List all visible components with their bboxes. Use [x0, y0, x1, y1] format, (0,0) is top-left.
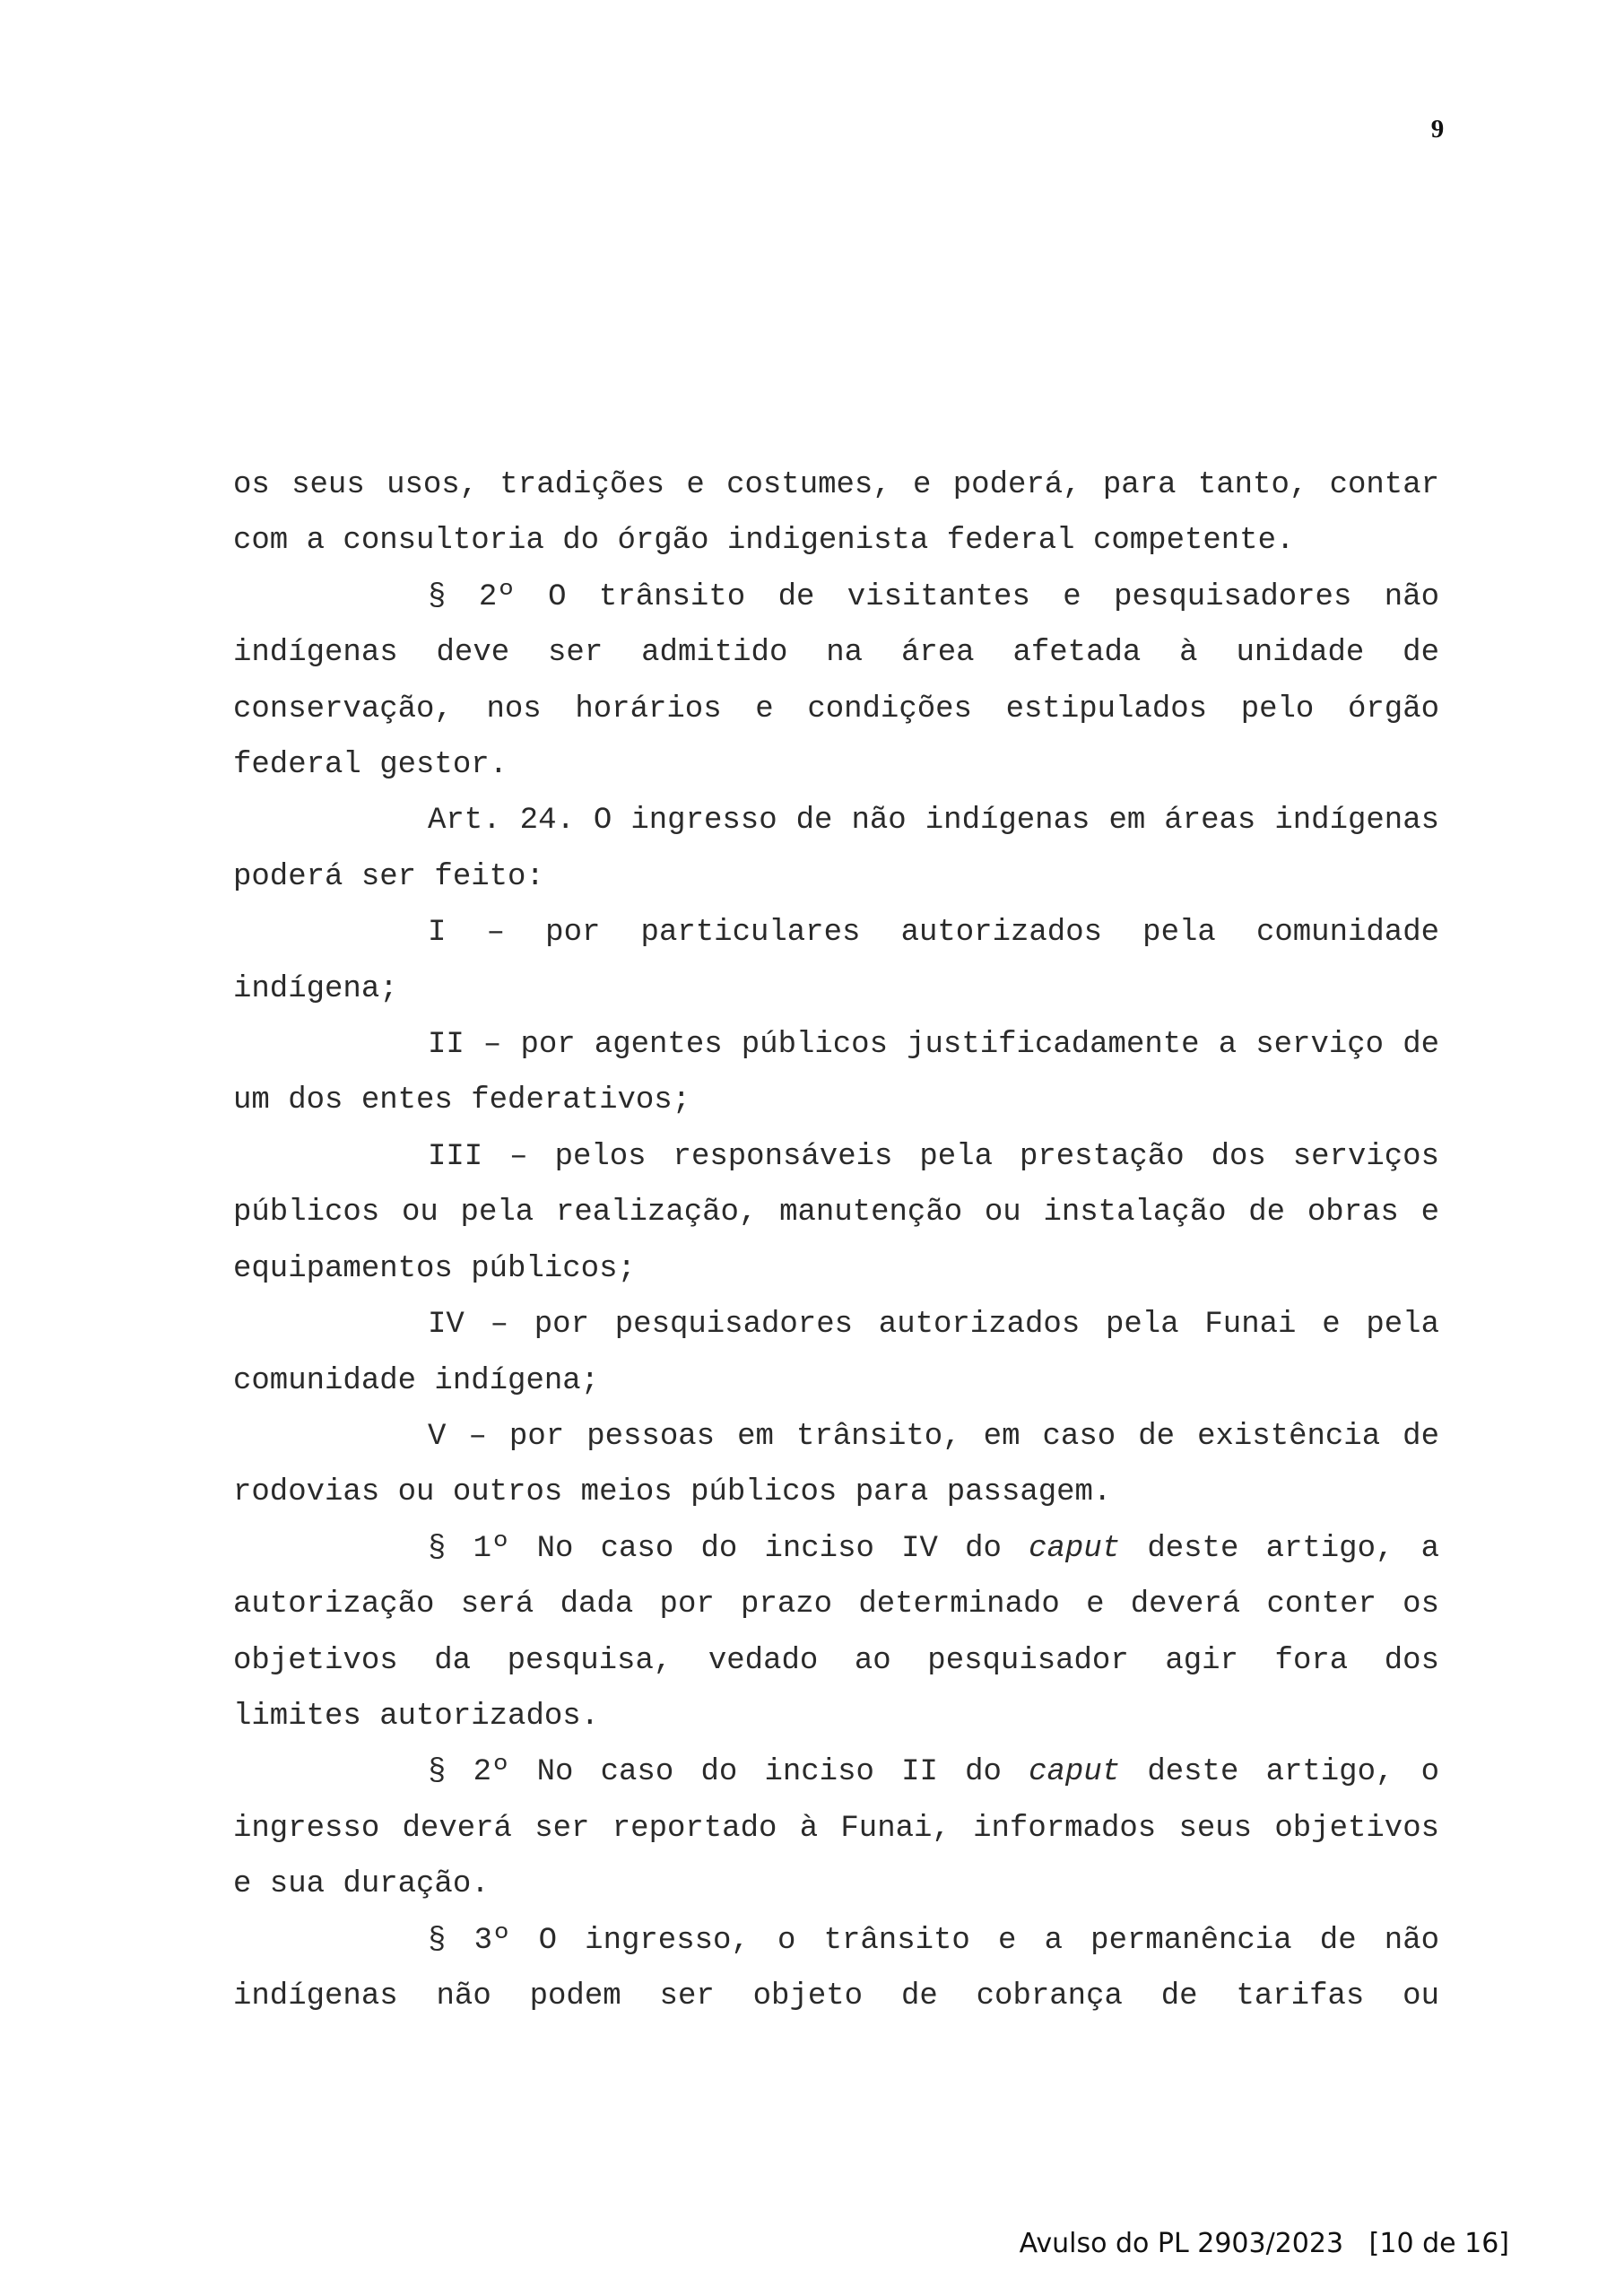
paragraph-s3: § 3º O ingresso, o trânsito e a permanência de não indígenas não podem ser objeto de cobrança de tarifas ou: [233, 1923, 1439, 2013]
paragraph-inciso-i: I – por particulares autorizados pela comunidade indígena;: [233, 916, 1439, 1006]
page-number: 9: [1430, 115, 1445, 144]
paragraph-inciso-iii: III – pelos responsáveis pela prestação dos serviços públicos ou pela realização, manutenção ou instalação de obras e equipamentos públicos;: [233, 1139, 1439, 1286]
paragraph-2: § 2º O trânsito de visitantes e pesquisadores não indígenas deve ser admitido na área afetada à unidade de conservação, nos horários e condições estipulados pelo órgão federal gestor.: [233, 579, 1439, 783]
document-body: [233, 457, 1439, 2024]
paragraph-inciso-ii: II – por agentes públicos justificadamente a serviço de um dos entes federativos;: [233, 1028, 1439, 1118]
paragraph-s2: § 2º No caso do inciso II do caput deste artigo, o ingresso deverá ser reportado à Funai, informados seus objetivos e sua duração.: [233, 1755, 1439, 1902]
footer-reference: Avulso do PL 2903/2023 [10 de 16]: [1019, 2228, 1509, 2259]
paragraph-continuation: os seus usos, tradições e costumes, e poderá, para tanto, contar com a consultoria do órgão indigenista federal competente.: [233, 468, 1439, 559]
paragraph-inciso-iv: IV – por pesquisadores autorizados pela Funai e pela comunidade indígena;: [233, 1308, 1439, 1398]
paragraph-art-24: Art. 24. O ingresso de não indígenas em áreas indígenas poderá ser feito:: [233, 804, 1439, 894]
paragraph-s1: § 1º No caso do inciso IV do caput deste artigo, a autorização será dada por prazo determinado e deverá conter os objetivos da pesquisa, vedado ao pesquisador agir fora dos limites autorizados.: [233, 1531, 1439, 1734]
paragraph-inciso-v: V – por pessoas em trânsito, em caso de existência de rodovias ou outros meios públicos para passagem.: [233, 1419, 1439, 1510]
